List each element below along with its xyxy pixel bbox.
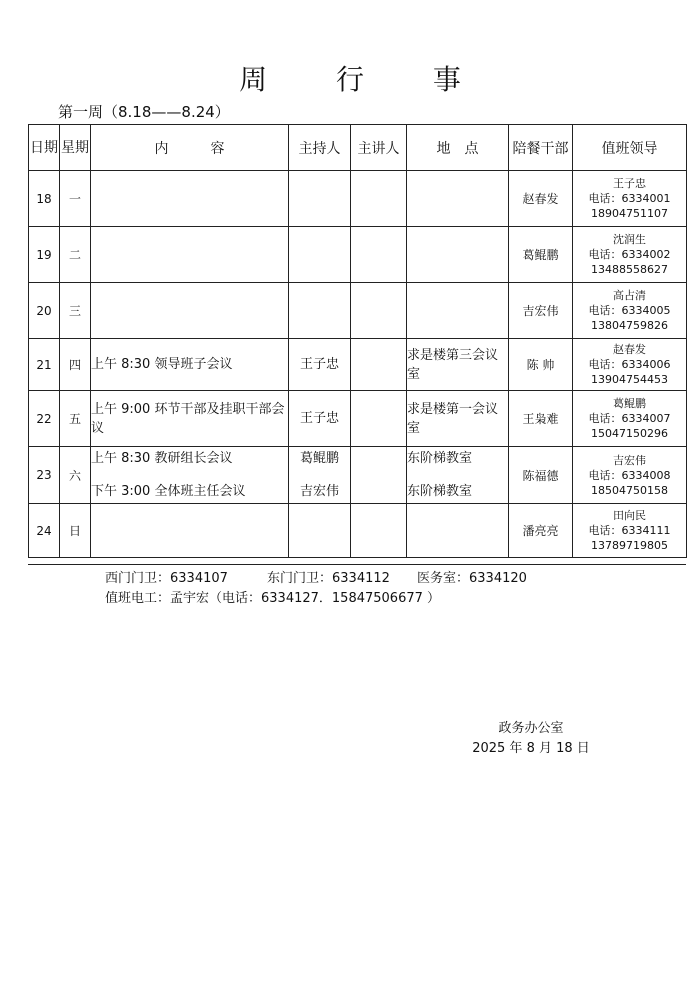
- leader-name: 王子忠: [613, 177, 646, 190]
- date-cell: 20: [29, 283, 60, 339]
- place-cell: [407, 391, 509, 447]
- content-line: 上午 8:30 领导班子会议: [91, 357, 233, 372]
- header-place: 地 点: [407, 125, 509, 171]
- leader-name: 葛鲲鹏: [613, 397, 646, 410]
- place-name: 东阶梯教室: [407, 451, 473, 466]
- place-name: 求是楼第三会议室: [407, 347, 499, 382]
- leader-phone: 电话：6334008: [588, 468, 671, 482]
- place-cell: [407, 447, 509, 504]
- content-line: 上午 8:30 教研组长会议: [91, 451, 233, 466]
- table-bottom-rule: [28, 564, 686, 565]
- header-duty-leader: 值班领导: [573, 125, 687, 171]
- speaker-cell: [351, 447, 407, 504]
- table-row: [29, 504, 687, 558]
- duty-leader-cell: [573, 391, 687, 447]
- leader-phone: 电话：6334006: [588, 358, 671, 371]
- host-name: 吉宏伟: [299, 484, 339, 499]
- host-name: 葛鲲鹏: [299, 451, 339, 466]
- content-line: 上午 9:00 环节干部及挂职干部会议: [91, 401, 285, 436]
- leader-mobile: 18904751107: [591, 207, 668, 220]
- table-row: [29, 283, 687, 339]
- west-gate-phone: 西门门卫：6334107: [105, 571, 228, 586]
- leader-mobile: 15047150296: [591, 427, 668, 440]
- date-cell: 18: [29, 171, 60, 227]
- header-content: 内 容: [91, 125, 289, 171]
- duty-leader-cell: [573, 504, 687, 558]
- leader-mobile: 13804759826: [591, 319, 668, 332]
- host-cell: [289, 171, 351, 227]
- content-cell: [91, 447, 289, 504]
- content-cell: [91, 171, 289, 227]
- host-cell: [289, 227, 351, 283]
- escort-cell: 吉宏伟: [509, 283, 573, 339]
- table-row: [29, 391, 687, 447]
- duty-leader-cell: [573, 283, 687, 339]
- header-escort: 陪餐干部: [509, 125, 573, 171]
- place-cell: [407, 504, 509, 558]
- content-cell: [91, 283, 289, 339]
- weekday-cell: 五: [60, 391, 91, 447]
- date-cell: 19: [29, 227, 60, 283]
- escort-cell: 潘亮亮: [509, 504, 573, 558]
- issue-date: 2025 年 8 月 18 日: [472, 741, 590, 756]
- leader-name: 高占清: [613, 289, 646, 302]
- speaker-cell: [351, 504, 407, 558]
- escort-cell: 陈 帅: [509, 339, 573, 391]
- place-cell: [407, 283, 509, 339]
- speaker-cell: [351, 391, 407, 447]
- schedule-table: [28, 124, 687, 558]
- signature-block: [466, 719, 596, 759]
- contacts-block: [105, 569, 527, 609]
- east-gate-phone: 东门门卫：6334112: [267, 571, 390, 586]
- date-cell: 23: [29, 447, 60, 504]
- speaker-cell: [351, 227, 407, 283]
- leader-phone: 电话：6334111: [588, 524, 671, 537]
- content-cell: [91, 391, 289, 447]
- leader-phone: 电话：6334001: [588, 192, 671, 205]
- leader-name: 吉宏伟: [613, 453, 646, 467]
- escort-cell: 陈福德: [509, 447, 573, 504]
- weekday-cell: 一: [60, 171, 91, 227]
- duty-leader-cell: [573, 171, 687, 227]
- place-cell: [407, 171, 509, 227]
- content-cell: [91, 339, 289, 391]
- page-title: 周 行 事: [239, 63, 491, 96]
- content-cell: [91, 227, 289, 283]
- place-name: 求是楼第一会议室: [407, 401, 499, 436]
- escort-cell: 王枭难: [509, 391, 573, 447]
- escort-cell: 葛鲲鹏: [509, 227, 573, 283]
- date-cell: 22: [29, 391, 60, 447]
- table-header-row: [29, 125, 687, 171]
- weekday-cell: 四: [60, 339, 91, 391]
- leader-phone: 电话：6334005: [588, 304, 671, 317]
- table-row: [29, 447, 687, 504]
- host-cell: [289, 391, 351, 447]
- week-label: 第一周（8.18——8.24）: [58, 103, 230, 121]
- table-row: [29, 171, 687, 227]
- leader-phone: 电话：6334007: [588, 412, 671, 425]
- leader-name: 赵春发: [613, 343, 646, 356]
- host-cell: [289, 283, 351, 339]
- speaker-cell: [351, 283, 407, 339]
- host-name: 王子忠: [299, 411, 339, 426]
- leader-mobile: 13488558627: [591, 263, 668, 276]
- leader-name: 沈润生: [613, 233, 646, 246]
- speaker-cell: [351, 171, 407, 227]
- duty-leader-cell: [573, 227, 687, 283]
- electrician-contact: 值班电工：孟宇宏（电话：6334127．15847506677 ）: [105, 591, 441, 606]
- table-row: [29, 339, 687, 391]
- host-cell: [289, 447, 351, 504]
- content-line: 下午 3:00 全体班主任会议: [91, 484, 246, 499]
- place-cell: [407, 339, 509, 391]
- leader-mobile: 18504750158: [591, 483, 668, 497]
- place-cell: [407, 227, 509, 283]
- leader-phone: 电话：6334002: [588, 248, 671, 261]
- leader-mobile: 13789719805: [591, 539, 668, 552]
- duty-leader-cell: [573, 447, 687, 504]
- place-name: 东阶梯教室: [407, 484, 473, 499]
- weekday-cell: 二: [60, 227, 91, 283]
- escort-cell: 赵春发: [509, 171, 573, 227]
- header-weekday: 星期: [60, 125, 91, 171]
- host-name: 王子忠: [299, 357, 339, 372]
- clinic-phone: 医务室：6334120: [417, 571, 527, 586]
- date-cell: 24: [29, 504, 60, 558]
- leader-mobile: 13904754453: [591, 373, 668, 386]
- table-row: [29, 227, 687, 283]
- leader-name: 田向民: [613, 509, 646, 522]
- header-host: 主持人: [289, 125, 351, 171]
- host-cell: [289, 339, 351, 391]
- content-cell: [91, 504, 289, 558]
- office-name: 政务办公室: [498, 721, 564, 736]
- host-cell: [289, 504, 351, 558]
- weekday-cell: 三: [60, 283, 91, 339]
- weekday-cell: 六: [60, 447, 91, 504]
- weekday-cell: 日: [60, 504, 91, 558]
- header-date: 日期: [29, 125, 60, 171]
- header-speaker: 主讲人: [351, 125, 407, 171]
- speaker-cell: [351, 339, 407, 391]
- date-cell: 21: [29, 339, 60, 391]
- duty-leader-cell: [573, 339, 687, 391]
